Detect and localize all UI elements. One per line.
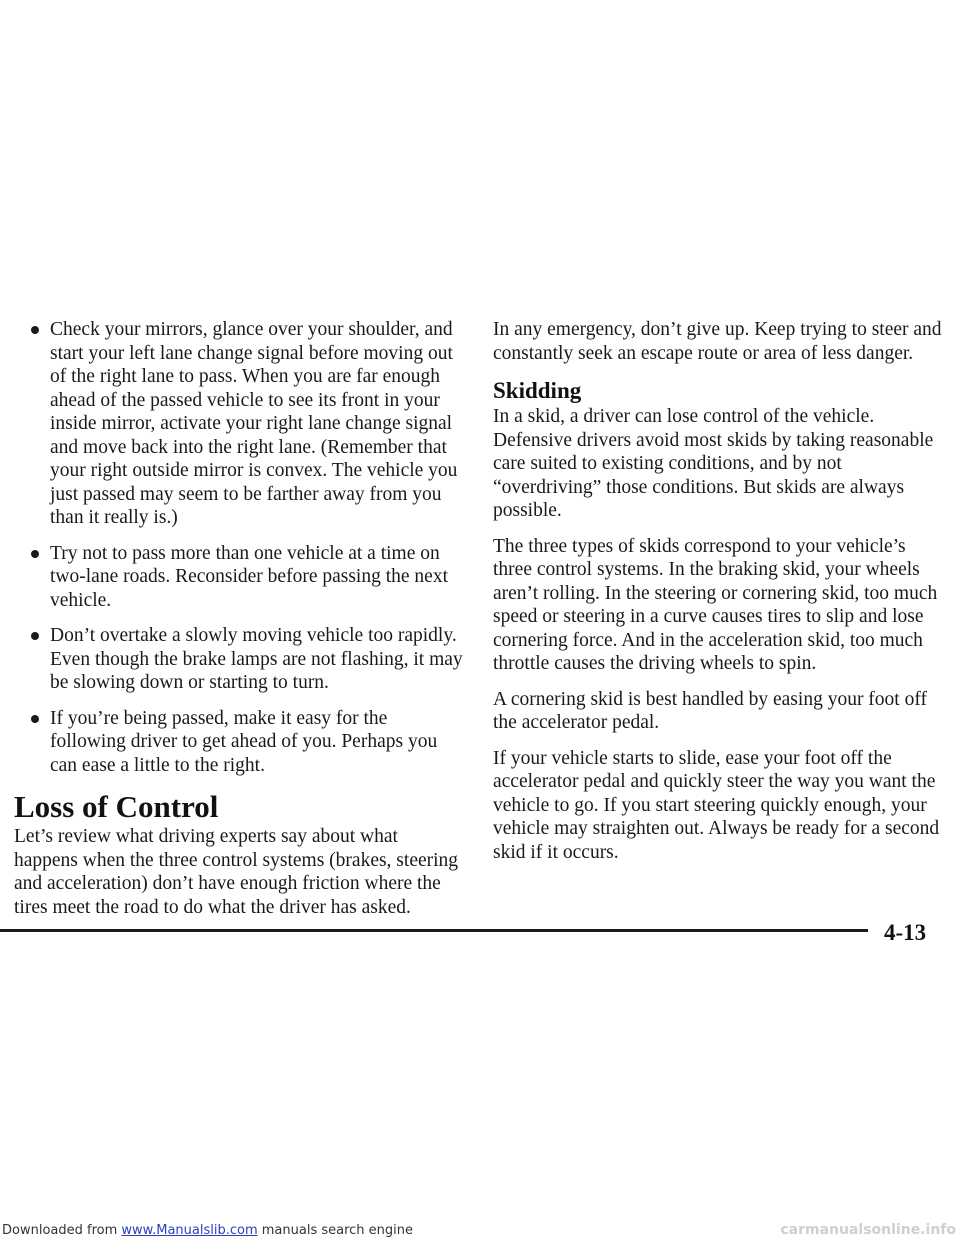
skidding-paragraph: The three types of skids correspond to your vehicle’s three control systems. In the braking skid, your wheels aren’t rolling. In the steering or cornering skid, too much speed or steering in a curve causes tires to slip and lose cornering force. And in the acceleration skid, too much throttle causes the driving wheels to spin. <box>493 535 938 674</box>
loss-of-control-paragraph: Let’s review what driving experts say about what happens when the three control systems (brakes, steering and acceleration) don’t have enough friction where the tires meet the road to do what the driver has asked. <box>14 826 459 918</box>
bullet-icon <box>31 550 39 558</box>
list-item <box>14 707 464 778</box>
footer-divider <box>0 929 868 932</box>
list-item-text: Check your mirrors, glance over your shoulder, and start your left lane change signal before moving out of the right lane to pass. When you are far enough ahead of the passed vehicle to see its front in your inside mirror, activate your right lane change signal and move back into the right lane. (Remember that your right outside mirror is convex. The vehicle you just passed may seem to be farther away from you than it really is.) <box>50 319 458 528</box>
page-number: 4-13 <box>884 920 927 945</box>
manualslib-link[interactable]: www.Manualslib.com <box>121 1223 258 1238</box>
skidding-heading: Skidding <box>493 378 582 403</box>
bullet-icon <box>31 632 39 640</box>
right-column <box>493 318 943 876</box>
left-column <box>14 318 464 931</box>
skidding-paragraph: If your vehicle starts to slide, ease your foot off the accelerator pedal and quickly steer the way you want the vehicle to go. If you start steering quickly enough, your vehicle may straighten out. Always be ready for a second skid if it occurs. <box>493 747 940 863</box>
emergency-paragraph: In any emergency, don’t give up. Keep trying to steer and constantly seek an escape route or area of less danger. <box>493 319 942 364</box>
list-item-text: Don’t overtake a slowly moving vehicle too rapidly. Even though the brake lamps are not flashing, it may be slowing down or starting to turn. <box>50 625 463 693</box>
list-item <box>14 624 464 695</box>
footer-suffix: manuals search engine <box>257 1223 414 1238</box>
bullet-icon <box>31 715 39 723</box>
footer-prefix: Downloaded from <box>2 1223 122 1238</box>
passing-tips-list <box>14 318 464 777</box>
skidding-paragraph: In a skid, a driver can lose control of the vehicle. Defensive drivers avoid most skids by taking reasonable care suited to existing conditions, and by not “overdriving” those conditions. But skids are always possible. <box>493 406 934 521</box>
list-item-text: If you’re being passed, make it easy for the following driver to get ahead of you. Perhaps you can ease a little to the right. <box>50 707 438 776</box>
list-item <box>14 318 464 530</box>
site-watermark: carmanualsonline.info <box>780 1222 956 1238</box>
loss-of-control-heading: Loss of Control <box>14 789 219 824</box>
list-item <box>14 542 464 613</box>
skidding-paragraph: A cornering skid is best handled by easing your foot off the accelerator pedal. <box>493 688 927 733</box>
download-footer <box>2 1223 413 1239</box>
bullet-icon <box>31 326 39 334</box>
list-item-text: Try not to pass more than one vehicle at a time on two-lane roads. Reconsider before passing the next vehicle. <box>50 542 448 611</box>
